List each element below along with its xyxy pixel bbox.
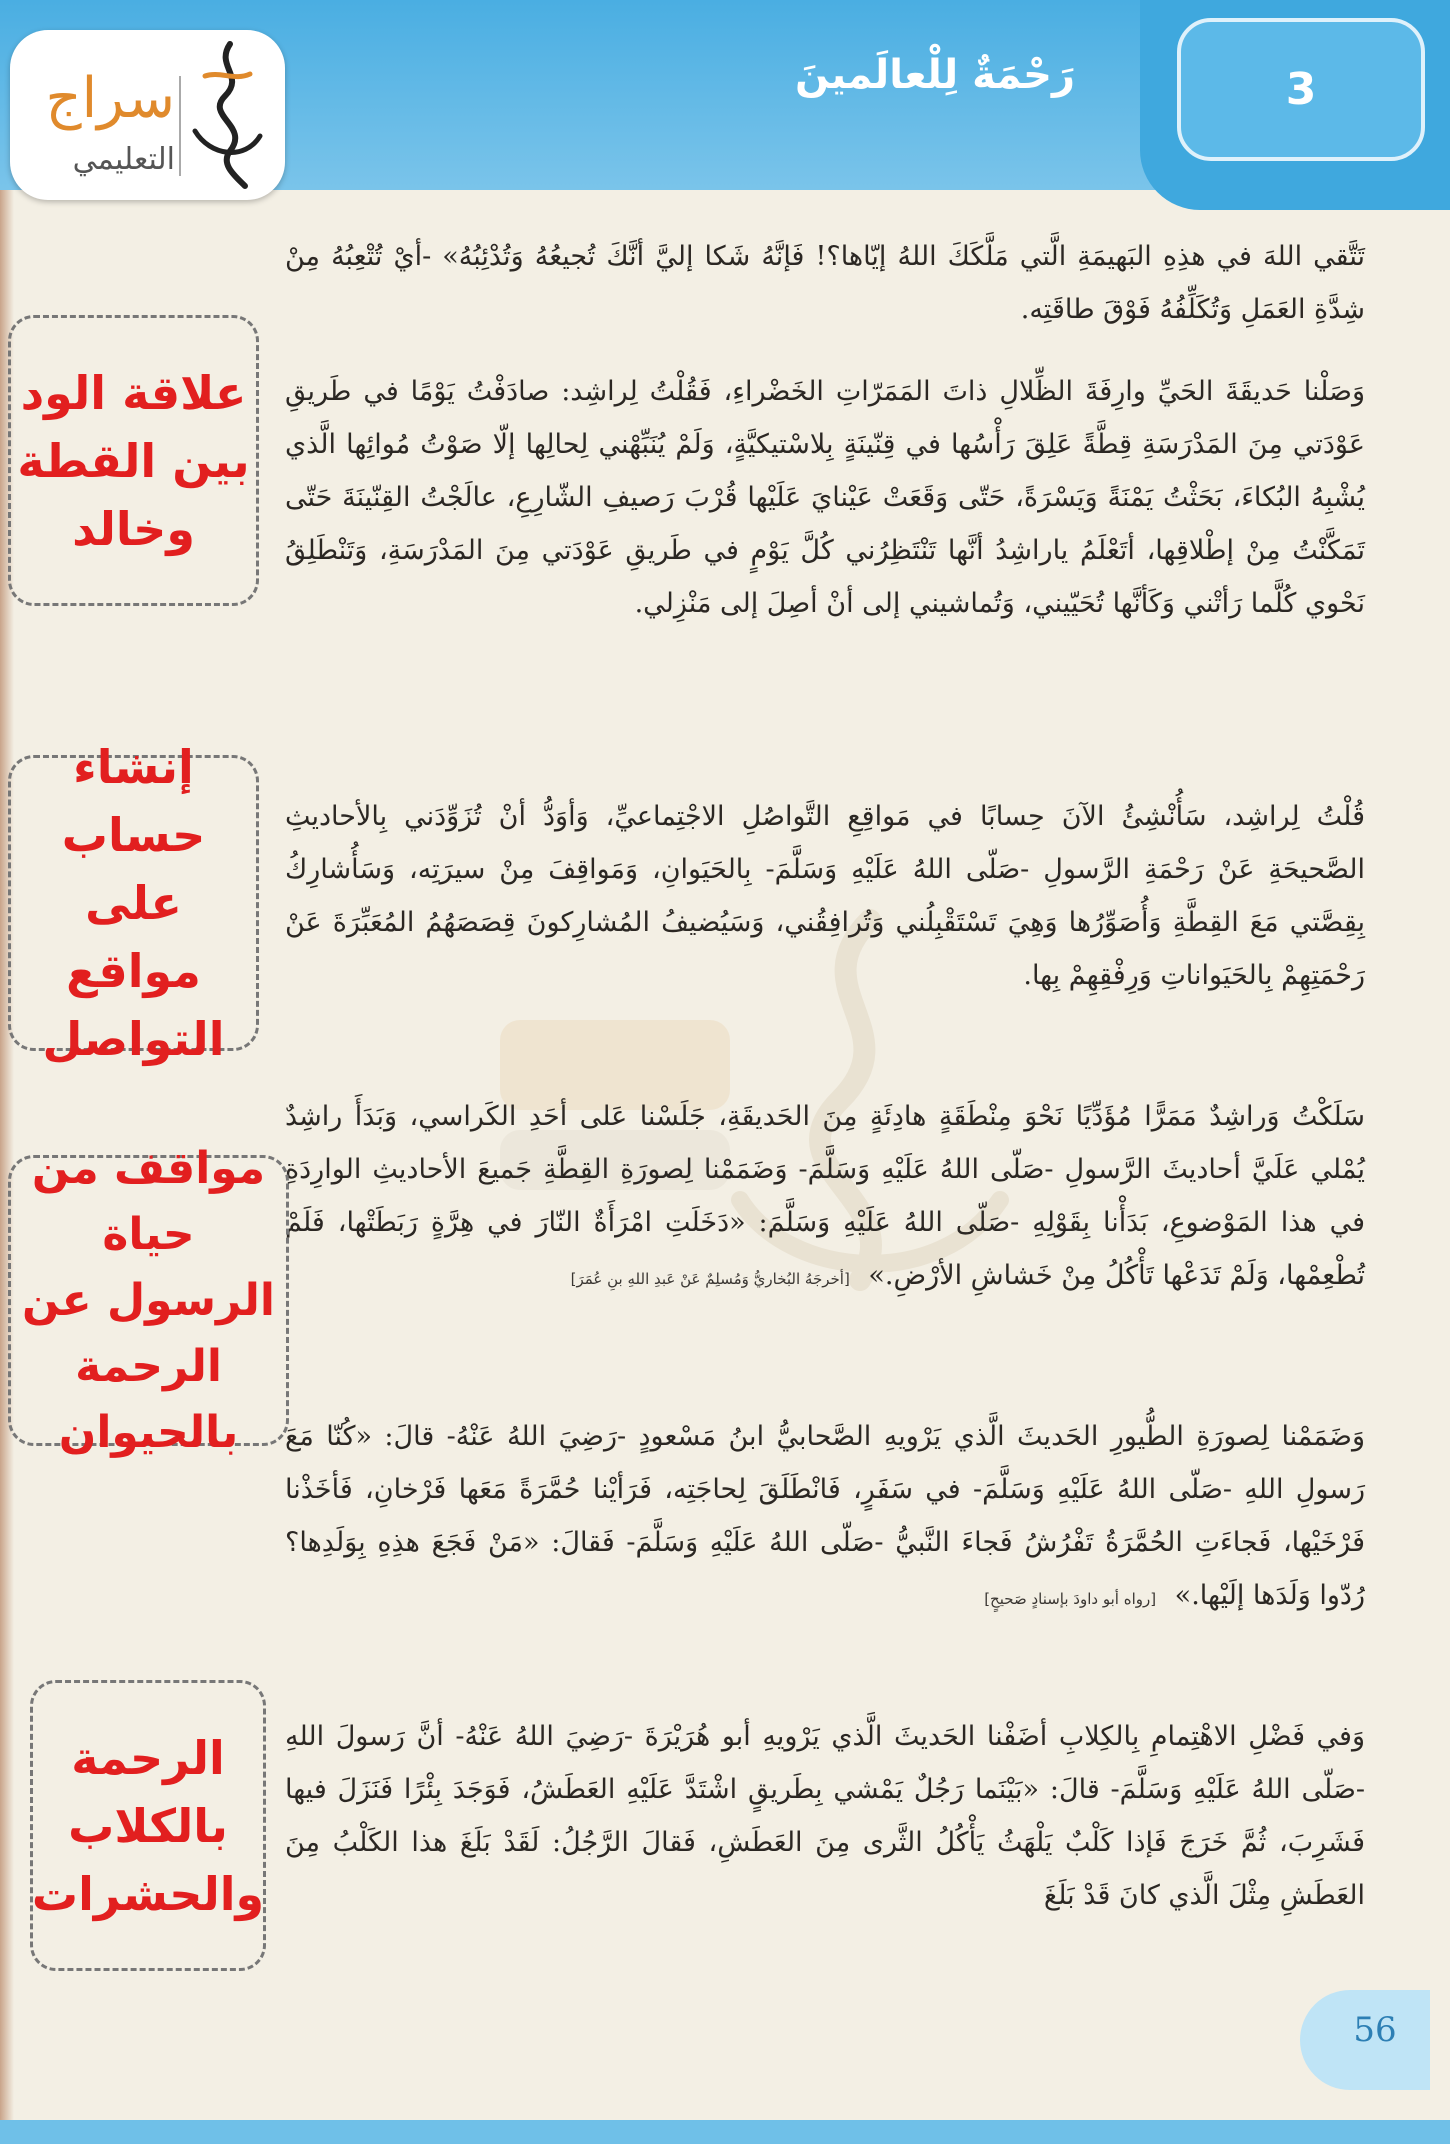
paragraph-6: وَفي فَضْلِ الاهْتِمامِ بِالكِلابِ أضَفْنا الحَديثَ الَّذي يَرْويهِ أبو هُرَيْرَةَ -رَضِيَ اللهُ عَنْهُ- أنَّ رَسولَ اللهِ -صَلّى اللهُ عَلَيْهِ وَسَلَّمَ- قالَ: «بَيْنَما رَجُلٌ يَمْشي بِطَريقٍ اشْتَدَّ عَلَيْهِ العَطَشُ، فَوَجَدَ بِئْرًا فَنَزَلَ فيها فَشَرِبَ، ثُمَّ خَرَجَ فَإذا كَلْبٌ يَلْهَثُ يَأْكُلُ الثَّرى مِنَ العَطَشِ، فَقالَ الرَّجُلُ: لَقَدْ بَلَغَ هذا الكَلْبُ مِنَ العَطَشِ مِثْلَ الَّذي كانَ قَدْ بَلَغَ: [285, 1721, 1365, 1911]
side-note-3: [8, 1142, 289, 1458]
chapter-tab: [1140, 0, 1450, 210]
paragraph-5-text: وَضَمَمْنا لِصورَةِ الطُّيورِ الحَديثَ الَّذي يَرْويهِ الصَّحابيُّ ابنُ مَسْعودٍ -رَضِيَ اللهُ عَنْهُ- قالَ: «كُنّا مَعَ رَسولِ اللهِ -صَلّى اللهُ عَلَيْهِ وَسَلَّمَ- في سَفَرٍ، فَانْطَلَقَ لِحاجَتِه، فَرَأيْنا حُمَّرَةً مَعَها فَرْخانِ، فَأخَذْنا فَرْخَيْها، فَجاءَتِ الحُمَّرَةُ تَفْرُشُ فَجاءَ النَّبيُّ -صَلّى اللهُ عَلَيْهِ وَسَلَّمَ- فَقالَ: «مَنْ فَجَعَ هذِهِ بِوَلَدِها؟ رُدّوا وَلَدَها إلَيْها.»: [285, 1421, 1365, 1611]
chapter-number-box: [1177, 18, 1425, 161]
siraj-logo: [10, 30, 285, 200]
side-note-text: الرحمة بالكلاب والحشرات: [31, 1730, 265, 1921]
chapter-number: 3: [1285, 64, 1317, 115]
paragraph-4: [285, 1090, 1365, 1306]
logo-wordmark: سراج: [45, 66, 175, 131]
hadith-reference: [أخرجَهُ البُخاريُّ وَمُسلِمٌ عَنْ عَبدِ اللهِ بنِ عُمَرَ]: [570, 1270, 850, 1288]
side-note-text: علاقة الود بين القطة وخالد: [17, 365, 250, 556]
side-note-2: [8, 740, 259, 1066]
page-number: 56: [1353, 2010, 1397, 2050]
side-note-text: إنشاء حساب على مواقع التواصل: [42, 740, 225, 1066]
logo-subtitle: التعليمي: [72, 142, 175, 177]
hadith-reference: [رواه أبو داودَ بإسنادٍ صَحيحٍ]: [984, 1590, 1157, 1608]
side-note-text: مواقف من حياة الرسول عن الرحمة بالحيوان: [22, 1142, 275, 1458]
paragraph-4-text: سَلَكْتُ وَراشِدٌ مَمَرًّا مُؤَدِّيًا نَحْوَ مِنْطَقَةٍ هادِئَةٍ مِنَ الحَديقَةِ، جَلَسْنا عَلى أحَدِ الكَراسي، وَبَدَأَ راشِدٌ يُمْلي عَلَيَّ أحاديثَ الرَّسولِ -صَلّى اللهُ عَلَيْهِ وَسَلَّمَ- وَضَمَمْنا لِصورَةِ القِطَّةِ جَميعَ الأحاديثِ الوارِدَةِ في هذا المَوْضوعِ، بَدَأْنا بِقَوْلِهِ -صَلّى اللهُ عَلَيْهِ وَسَلَّمَ: «دَخَلَتِ امْرَأَةٌ النّارَ في هِرَّةٍ رَبَطَتْها، فَلَمْ تُطْعِمْها، وَلَمْ تَدَعْها تَأْكُلُ مِنْ خَشاشِ الأرْضِ.»: [285, 1101, 1365, 1291]
paragraph-2: وَصَلْنا حَديقَةَ الحَيِّ وارِفَةَ الظِّلالِ ذاتَ المَمَرّاتِ الخَضْراءِ، فَقُلْتُ لِراشِد: صادَفْتُ يَوْمًا في طَريقِ عَوْدَتي مِنَ المَدْرَسَةِ قِطَّةً عَلِقَ رَأْسُها في قِنّينَةٍ بِلاسْتيكيَّةٍ، وَلَمْ يُنَبِّهْني لِحالِها إلّا صَوْتُ مُوائِها الَّذي يُشْبِهُ البُكاءَ، بَحَثْتُ يَمْنَةً وَيَسْرَةً، حَتّى وَقَعَتْ عَيْنايَ عَلَيْها قُرْبَ رَصيفِ الشّارِعِ، عالَجْتُ القِنّينَةَ حَتّى تَمَكَّنْتُ مِنْ إطْلاقِها، أتَعْلَمُ ياراشِدُ أنَّها تَنْتَظِرُني كُلَّ يَوْمٍ في طَريقِ عَوْدَتي مِنَ المَدْرَسَةِ، وَتَنْطَلِقُ نَحْوي كُلَّما رَأتْني وَكَأنَّها تُحَيّيني، وَتُماشيني إلى أنْ أصِلَ إلى مَنْزِلي.: [285, 376, 1365, 619]
paragraph-5: [285, 1410, 1365, 1626]
side-note-1: [8, 315, 259, 606]
calligraphy-logo-icon: [175, 36, 275, 196]
side-note-4: [30, 1680, 266, 1971]
paragraph-3: قُلْتُ لِراشِد، سَأُنْشِئُ الآنَ حِسابًا في مَواقِعِ التَّواصُلِ الاجْتِماعيِّ، وَأوَدُّ أنْ تُزَوِّدَني بِالأحاديثِ الصَّحيحَةِ عَنْ رَحْمَةِ الرَّسولِ -صَلّى اللهُ عَلَيْهِ وَسَلَّمَ- بِالحَيَوانِ، وَمَواقِفَ مِنْ سيرَتِه، وَسَأُشارِكُ بِقِصَّتي مَعَ القِطَّةِ وَأُصَوِّرُها وَهِيَ تَسْتَقْبِلُني وَتُرافِقُني، وَسَيُضيفُ المُشارِكونَ قِصَصَهُمُ المُعَبِّرَةَ عَنْ رَحْمَتِهِمْ بِالحَيَواناتِ وَرِفْقِهِمْ بِها.: [285, 801, 1365, 991]
bottom-bar: [0, 2120, 1450, 2144]
paragraph-1: تَتَّقي اللهَ في هذِهِ البَهيمَةِ الَّتي مَلَّكَكَ اللهُ إيّاها؟! فَإنَّهُ شَكا إليَّ أنَّكَ تُجيعُهُ وَتُدْئِبُهُ» -أيْ تُتْعِبُهُ مِنْ شِدَّةِ العَمَلِ وَتُكَلِّفُهُ فَوْقَ طاقَتِه.: [285, 241, 1366, 325]
chapter-title: رَحْمَةٌ لِلْعالَمينَ: [795, 52, 1075, 98]
logo-divider: [179, 76, 181, 176]
